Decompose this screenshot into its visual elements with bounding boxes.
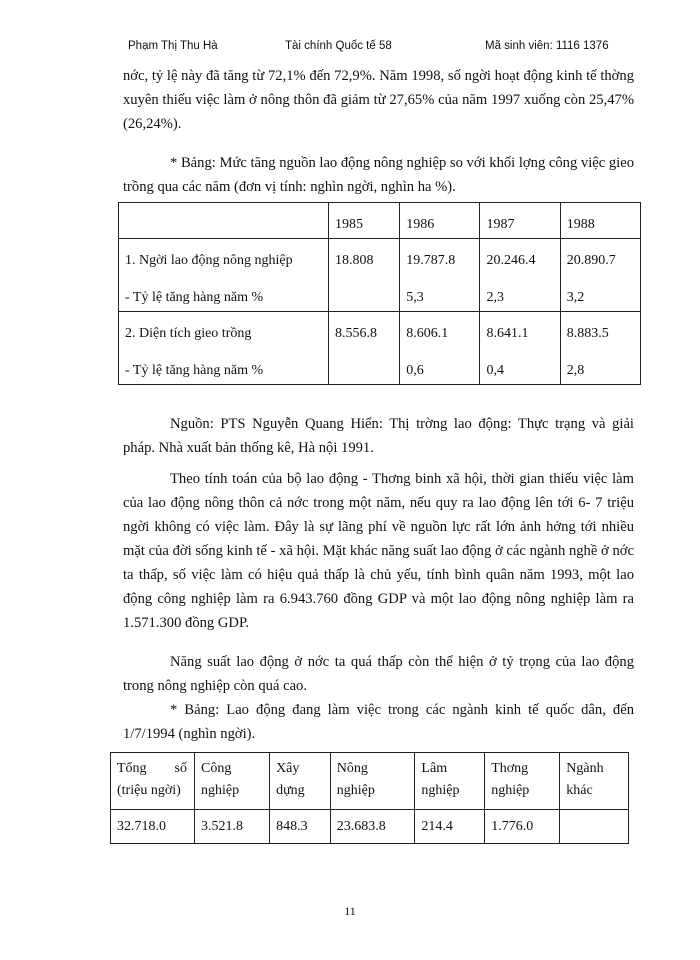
paragraph-productivity: Năng suất lao động ở nớc ta quá thấp còn thể hiện ở tỷ trọng của lao động trong nông nghiệp còn quá cao. <box>123 654 634 694</box>
value-cell: 214.4 <box>415 810 485 844</box>
row-label: 2. Diện tích gieo trồng <box>125 326 252 341</box>
value-cell: 848.3 <box>270 810 331 844</box>
sector-header: Lâm nghiệp <box>415 753 485 810</box>
table-corner-cell <box>119 203 329 239</box>
sector-header: Xây dựng <box>270 753 331 810</box>
value-cell: 19.787.8 5,3 <box>400 239 480 312</box>
row-sub-label: - Tỷ lệ tăng hàng năm % <box>125 363 264 378</box>
header-student-id: Mã sinh viên: 1116 1376 <box>485 40 609 52</box>
value-cell: 1.776.0 <box>485 810 560 844</box>
value-cell: 18.808 <box>329 239 400 312</box>
table-row <box>111 810 629 844</box>
employment-by-sector-table <box>110 752 629 844</box>
page-number: 11 <box>344 904 356 918</box>
row-sub-label: - Tỷ lệ tăng hàng năm % <box>125 290 264 305</box>
labor-growth-table <box>118 202 641 385</box>
value-cell: 8.606.1 0,6 <box>400 312 480 385</box>
table2-caption: * Bảng: Lao động đang làm việc trong các ngành kinh tế quốc dân, đến 1/7/1994 (nghìn ngời). <box>123 702 634 742</box>
table1-caption: * Bảng: Mức tăng nguồn lao động nông nghiệp so với khối lợng công việc gieo trồng qua các năm (đơn vị tính: nghìn ngời, nghìn ha %). <box>123 155 634 195</box>
value-cell: 8.556.8 <box>329 312 400 385</box>
value-cell: 23.683.8 <box>330 810 415 844</box>
value-cell: 20.890.7 3,2 <box>560 239 640 312</box>
sector-header: Tổng số (triệu ngời) <box>111 753 195 810</box>
sector-header: Nông nghiệp <box>330 753 415 810</box>
header-author: Phạm Thị Thu Hà <box>128 40 218 52</box>
value-cell: 20.246.4 2,3 <box>480 239 560 312</box>
paragraph-labor-analysis: Theo tính toán của bộ lao động - Thơng binh xã hội, thời gian thiếu việc làm của lao động nông thôn cả nớc trong một năm, nếu quy ra lao động lên tới 6- 7 triệu ngời không có việc làm. Đây là sự lãng phí về nguồn lực rất lớn ảnh hởng tới nhiều mặt của đời sống kinh tế - xã hội. Mặt khác năng suất lao động ở các ngành nghề ở nớc ta thấp, số việc làm có hiệu quả thấp là chủ yếu, tính bình quân năm 1993, một lao động công nghiệp làm ra 6.943.760 đồng GDP và một lao động nông nghiệp làm ra 1.571.300 đồng GDP. <box>123 471 634 631</box>
table-header-row <box>111 753 629 810</box>
value-cell: 8.641.1 0,4 <box>480 312 560 385</box>
table-row <box>119 312 641 385</box>
year-header: 1986 <box>400 203 480 239</box>
source-note: Nguồn: PTS Nguyễn Quang Hiển: Thị trờng lao động: Thực trạng và giải pháp. Nhà xuất bản thống kê, Hà nội 1991. <box>123 416 634 456</box>
header-class: Tài chính Quốc tế 58 <box>285 40 392 52</box>
table-row <box>119 239 641 312</box>
value-cell: 32.718.0 <box>111 810 195 844</box>
sector-header: Thơng nghiệp <box>485 753 560 810</box>
value-cell: 8.883.5 2,8 <box>560 312 640 385</box>
year-header: 1988 <box>560 203 640 239</box>
row-label-cell <box>119 312 329 385</box>
sector-header: Công nghiệp <box>195 753 270 810</box>
row-label-cell <box>119 239 329 312</box>
page-header <box>128 40 628 58</box>
paragraph-intro: nớc, tỷ lệ này đã tăng từ 72,1% đến 72,9%. Năm 1998, số ngời hoạt động kinh tế thờng xuyên thiếu việc làm ở nông thôn đã giảm từ 27,65% của năm 1997 xuống còn 25,47% (26,24%). <box>123 68 634 132</box>
value-cell: 3.521.8 <box>195 810 270 844</box>
year-header: 1987 <box>480 203 560 239</box>
sector-header: Ngành khác <box>560 753 629 810</box>
table-header-row <box>119 203 641 239</box>
value-cell <box>560 810 629 844</box>
row-label: 1. Ngời lao động nông nghiệp <box>125 253 293 268</box>
year-header: 1985 <box>329 203 400 239</box>
